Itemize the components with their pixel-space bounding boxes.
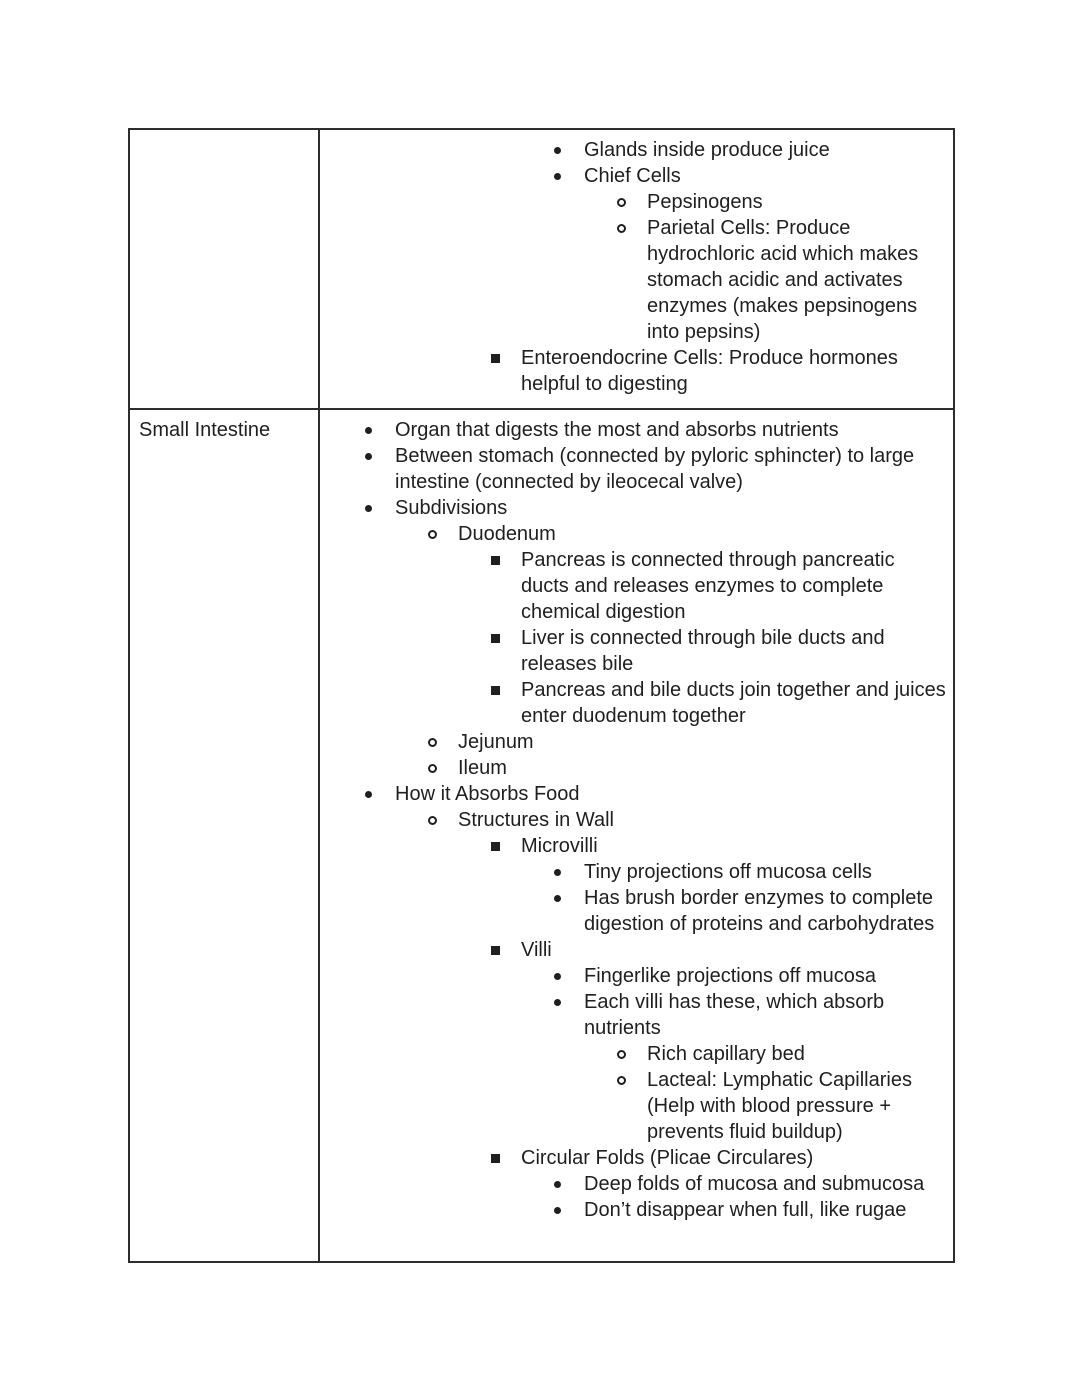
list-item — [320, 417, 947, 443]
list-item — [320, 859, 947, 885]
table-row — [130, 410, 953, 1261]
disc-bullet-icon — [554, 963, 584, 980]
list-item — [320, 677, 947, 729]
list-item — [320, 755, 947, 781]
list-item — [320, 807, 947, 833]
disc-bullet-icon — [365, 443, 395, 460]
table-row — [130, 130, 953, 410]
list-item-text: Glands inside produce juice — [584, 139, 830, 161]
row-header-cell — [130, 410, 320, 1261]
disc-bullet-icon — [365, 495, 395, 512]
list-item — [320, 521, 947, 547]
disc-bullet-icon — [365, 781, 395, 798]
circle-bullet-icon — [617, 189, 647, 207]
list-item-text: Enteroendocrine Cells: Produce hormones helpful to digesting — [521, 347, 898, 395]
list-item — [320, 989, 947, 1041]
circle-bullet-icon — [428, 755, 458, 773]
list-item — [320, 1041, 947, 1067]
list-item-text: Lacteal: Lymphatic Capillaries (Help with blood pressure + prevents fluid buildup) — [647, 1069, 912, 1143]
circle-bullet-icon — [617, 1067, 647, 1085]
list-item — [320, 163, 947, 189]
list-item — [320, 781, 947, 807]
list-item — [320, 1067, 947, 1145]
list-item-text: Tiny projections off mucosa cells — [584, 861, 872, 883]
list-item-text: Don’t disappear when full, like rugae — [584, 1199, 907, 1221]
list-item-text: Fingerlike projections off mucosa — [584, 965, 876, 987]
list-item-text: Pepsinogens — [647, 191, 763, 213]
circle-bullet-icon — [428, 521, 458, 539]
list-item-text: Subdivisions — [395, 497, 508, 519]
list-item-text: Organ that digests the most and absorbs nutrients — [395, 419, 839, 441]
list-item — [320, 1145, 947, 1171]
circle-bullet-icon — [428, 807, 458, 825]
row-content-cell — [320, 410, 953, 1261]
disc-bullet-icon — [554, 163, 584, 180]
list-item-text: Chief Cells — [584, 165, 681, 187]
list-item-text: Structures in Wall — [458, 809, 614, 831]
list-item-text: Circular Folds (Plicae Circulares) — [521, 1147, 814, 1169]
list-item — [320, 937, 947, 963]
list-item-text: Liver is connected through bile ducts and releases bile — [521, 627, 885, 675]
list-item — [320, 495, 947, 521]
list-item-text: Parietal Cells: Produce hydrochloric acid which makes stomach acidic and activates enzymes (makes pepsinogens into pepsins) — [647, 217, 919, 343]
list-item — [320, 189, 947, 215]
square-bullet-icon — [491, 937, 521, 955]
list-item-text: How it Absorbs Food — [395, 783, 580, 805]
list-item — [320, 1171, 947, 1197]
list-item-text: Deep folds of mucosa and submucosa — [584, 1173, 925, 1195]
square-bullet-icon — [491, 677, 521, 695]
list-item — [320, 833, 947, 859]
list-item — [320, 625, 947, 677]
list-item — [320, 963, 947, 989]
list-item — [320, 137, 947, 163]
list-item-text: Each villi has these, which absorb nutrients — [584, 991, 885, 1039]
row-content-cell — [320, 130, 953, 408]
square-bullet-icon — [491, 833, 521, 851]
list-item-text: Pancreas is connected through pancreatic ducts and releases enzymes to complete chemical digestion — [521, 549, 895, 623]
list-item — [320, 547, 947, 625]
circle-bullet-icon — [617, 1041, 647, 1059]
disc-bullet-icon — [554, 885, 584, 902]
circle-bullet-icon — [617, 215, 647, 233]
disc-bullet-icon — [365, 417, 395, 434]
list-item-text: Pancreas and bile ducts join together and juices enter duodenum together — [521, 679, 946, 727]
square-bullet-icon — [491, 345, 521, 363]
list-item-text: Villi — [521, 939, 552, 961]
list-item — [320, 345, 947, 397]
list-item — [320, 1197, 947, 1223]
disc-bullet-icon — [554, 1171, 584, 1188]
list-item-text: Jejunum — [458, 731, 534, 753]
list-item — [320, 729, 947, 755]
list-item-text: Rich capillary bed — [647, 1043, 805, 1065]
row-header-cell — [130, 130, 320, 408]
notes-table — [128, 128, 955, 1263]
list-item-text: Ileum — [458, 757, 507, 779]
disc-bullet-icon — [554, 137, 584, 154]
list-item-text: Between stomach (connected by pyloric sphincter) to large intestine (connected by ileocecal valve) — [395, 445, 915, 493]
list-item — [320, 215, 947, 345]
circle-bullet-icon — [428, 729, 458, 747]
list-item — [320, 443, 947, 495]
list-item-text: Microvilli — [521, 835, 598, 857]
square-bullet-icon — [491, 547, 521, 565]
list-item-text: Has brush border enzymes to complete digestion of proteins and carbohydrates — [584, 887, 935, 935]
disc-bullet-icon — [554, 989, 584, 1006]
row-header-text: Small Intestine — [139, 419, 271, 441]
list-item — [320, 885, 947, 937]
square-bullet-icon — [491, 625, 521, 643]
square-bullet-icon — [491, 1145, 521, 1163]
disc-bullet-icon — [554, 859, 584, 876]
list-item-text: Duodenum — [458, 523, 556, 545]
disc-bullet-icon — [554, 1197, 584, 1214]
